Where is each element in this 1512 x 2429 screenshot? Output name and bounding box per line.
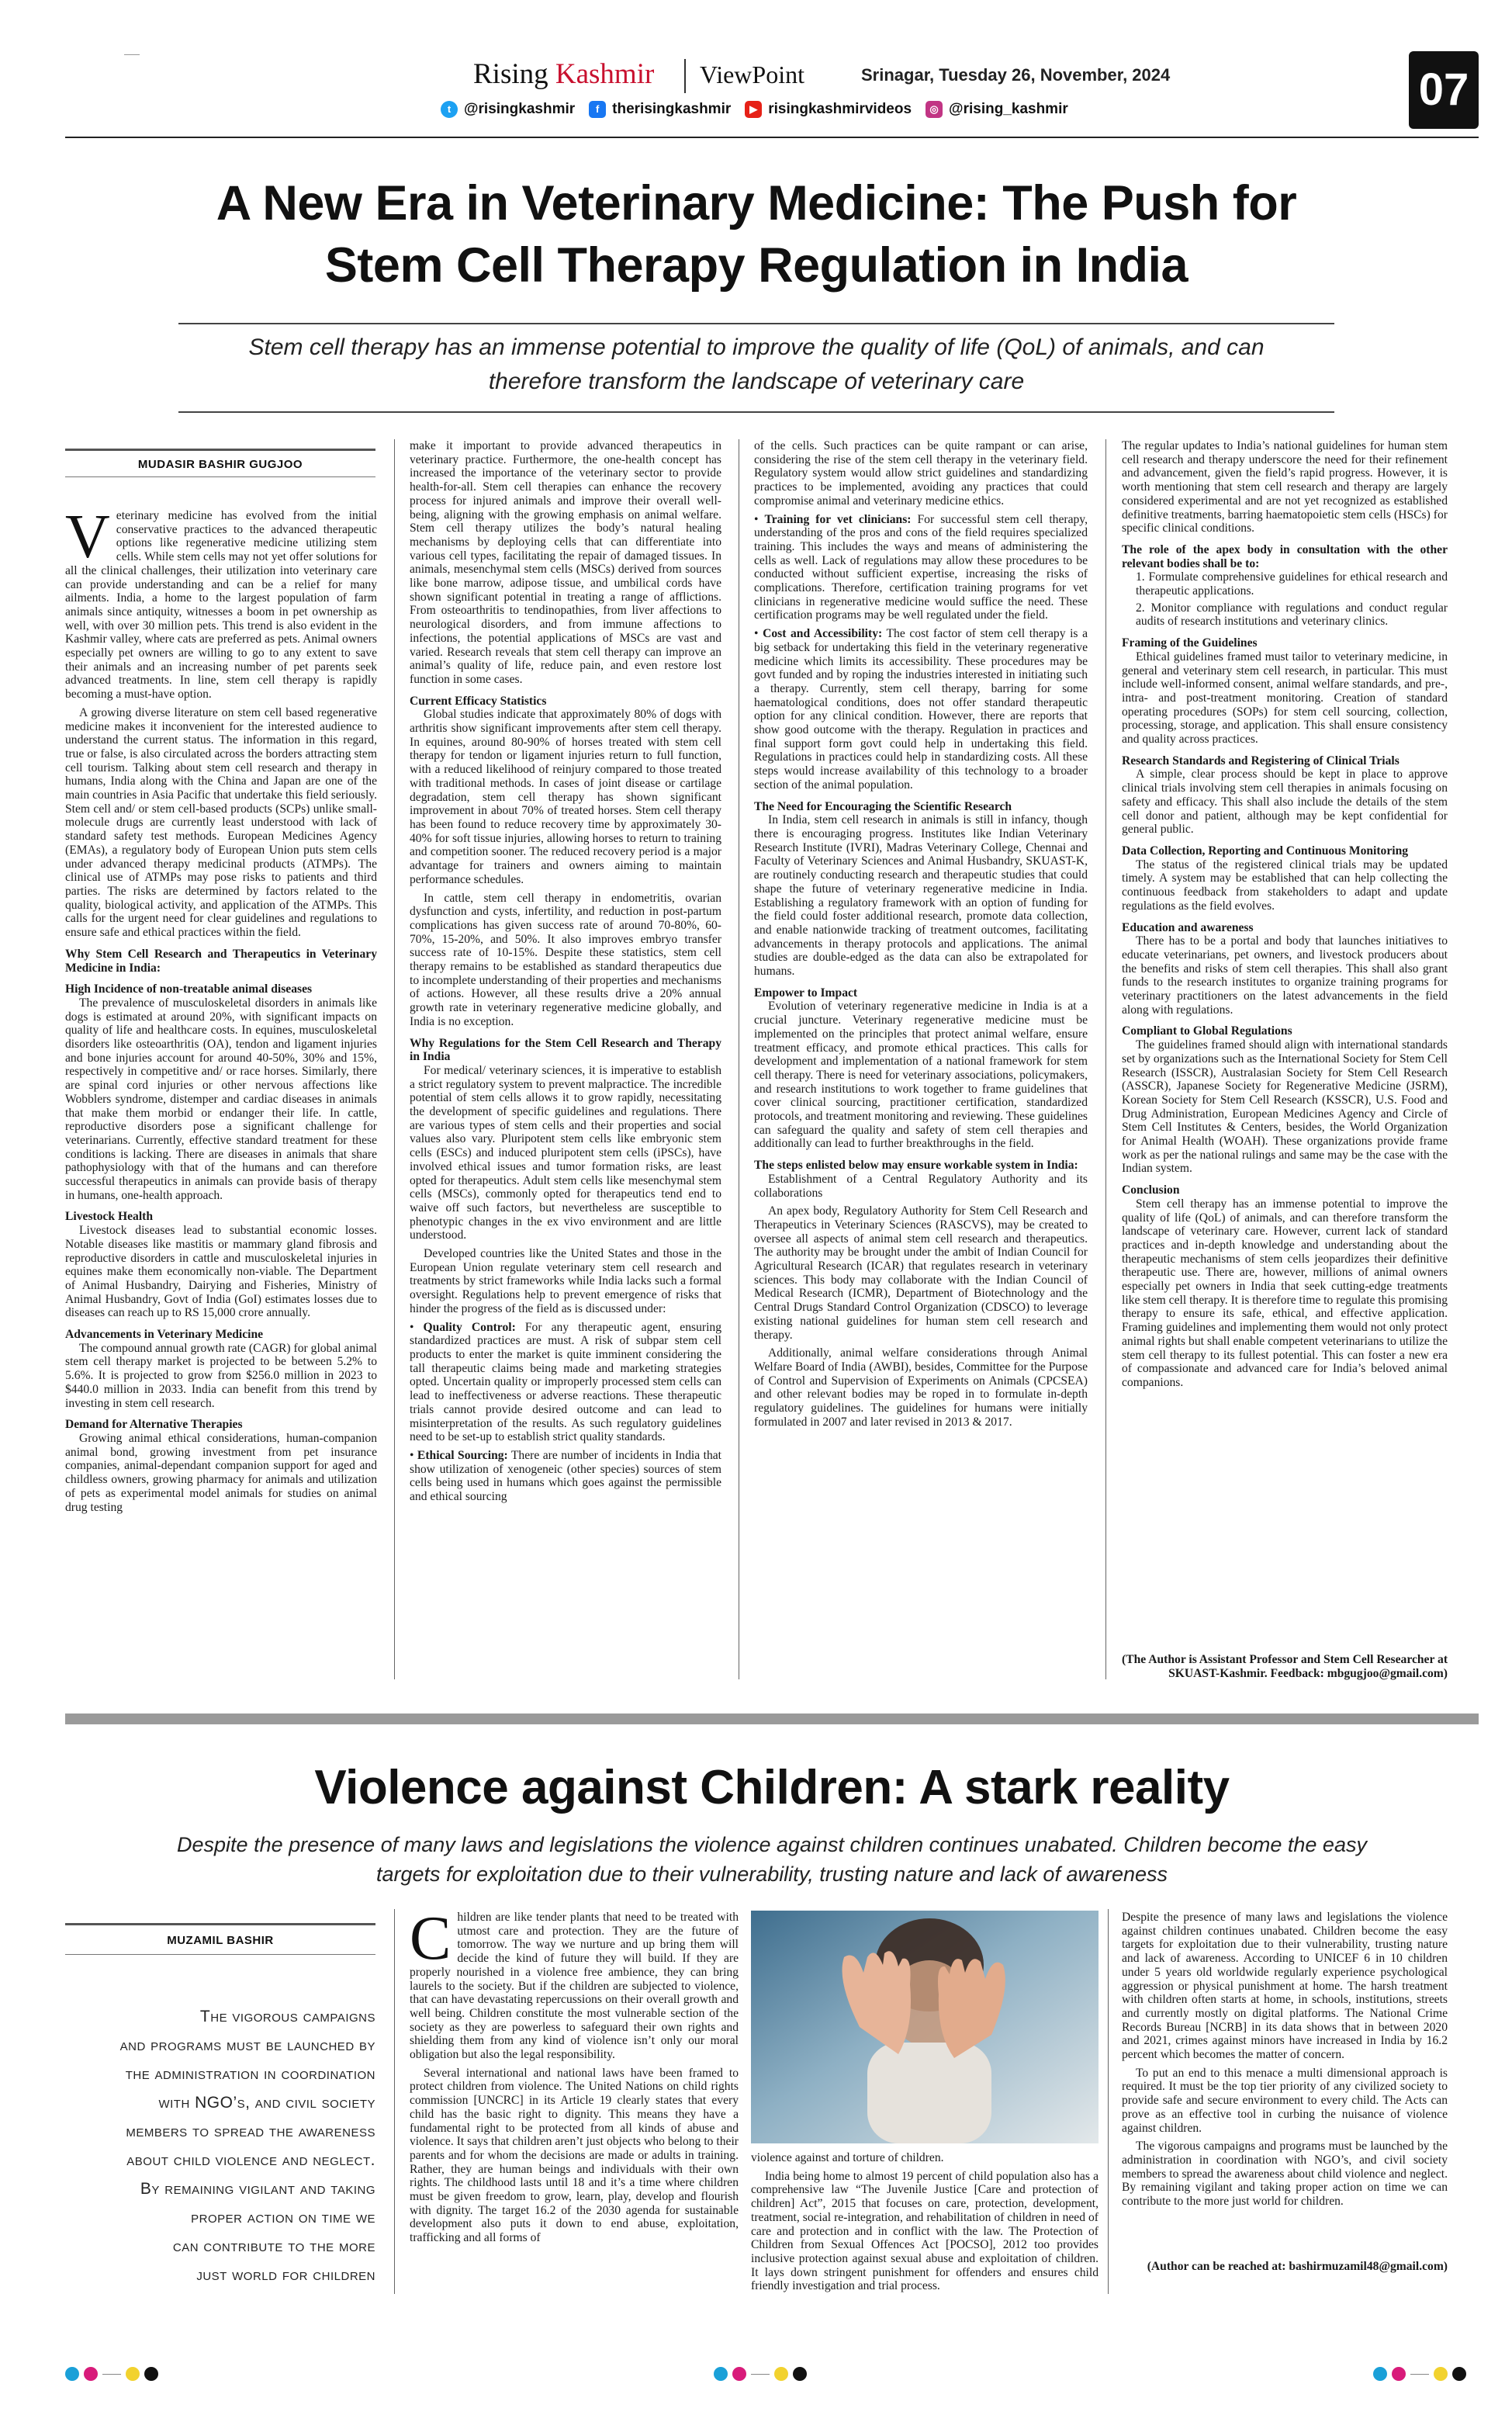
paragraph: Ethical guidelines framed must tailor to veterinary medicine, in general and veterinary stem cell research, in particular. This must include well-informed consent, animal welfare standards, and pre-, intra- and post-treatment monitoring. Creation of standard operating procedures (SOPs) for stem cell sourcing, collection, processing, storage, and application. This shall ensure consistency and quality across practices. <box>1122 650 1448 747</box>
pull-quote-line: and programs must be launched by <box>119 2036 375 2054</box>
column-separator <box>1108 1909 1109 2294</box>
article2-column-3 <box>1122 1911 1448 2252</box>
subheading: Education and awareness <box>1122 920 1254 934</box>
paragraph: For medical/ veterinary sciences, it is imperative to establish a strict regulatory system to prevent malpractice. The incredible potential of stem cells allows it to grow rapidly, necessitating the development of specific guidelines and regulations. There are various types of stem cells and their properties and social values also vary. Pluripotent stem cells like embryonic stem cells (ESCs) and induced pluripotent stem cells (iPSCs), have involved ethical issues and tumor formation risks, are least opted for therapeutics. Adult stem cells like mesenchymal stem cells (MSCs), commonly opted for therapeutics tend end to waive off such factors, but nevertheless are susceptible to phenotypic changes in the ex vivo environment and are little understood. <box>410 1063 721 1242</box>
paragraph: Several international and national laws have been framed to protect children from violence. The United Nations on child rights commission [UNCRC] in its Article 19 clearly states that every child has the basic right to dignity. This means they have a fundamental right to be protected from all kinds of abuse and violence. It says that children aren’t just objects who belong to their parents and for whom the decisions are made or adults in training. Rather, they are human beings and individuals with their own rights. The childhood lasts until 18 and it’s a time where children must be given freedom to grow, learn, play, develop and flourish with dignity. The target 16.2 of the 2030 agenda for sustainable development also puts it down to end abuse, exploitation, trafficking and all forms of <box>410 2066 739 2245</box>
drop-cap: C <box>410 1911 452 1973</box>
pull-quote-line: about child violence and neglect. <box>126 2151 375 2169</box>
column-separator <box>394 1909 395 2294</box>
social-youtube: ▶ risingkashmirvideos <box>745 101 912 118</box>
bullet-paragraph <box>410 1449 721 1504</box>
yellow-mark <box>126 2367 140 2381</box>
pull-quote-line: with NGO’s, and civil society <box>158 2094 375 2112</box>
subheading: Framing of the Guidelines <box>1122 636 1258 650</box>
paragraph: Livestock diseases lead to substantial economic losses. Notable diseases like mastitis or mammary gland fibrosis and reproductive disorders in cattle and musculoskeletal injuries in equines make them economically non-viable. The Department of Animal Husbandry, Dairying and Fisheries, Ministry of Animal Husbandry, Govt of India (GoI) estimates losses due to diseases can reach up to RS 15,000 crore annually. <box>65 1224 377 1320</box>
section-divider-bar <box>65 1713 1479 1724</box>
bullet-icon: • <box>754 512 765 526</box>
print-registration-marks-left <box>65 2367 158 2381</box>
pull-quote-line: just world for children <box>196 2266 375 2284</box>
cyan-mark <box>1373 2367 1387 2381</box>
subheading: Compliant to Global Regulations <box>1122 1024 1292 1038</box>
paragraph: Despite the presence of many laws and legislations the violence against children continues unabated. Children become the easy targets for exploitation due to their vulnerability, trusting nature and lack of awareness. According to UNICEF 6 in 10 children under 5 years old worldwide regularly experience psychological aggression or physical punishment at home. The harsh treatment with children often starts at home, in schools, institutions, streets and currently mostly on digital platforms. The National Crime Records Bureau [NCRB] in its data shows that in between 2020 and 2021, crimes against minors have increased in India by 16.2 percent which becomes the matter of concern. <box>1122 1911 1448 2062</box>
magenta-mark <box>732 2367 746 2381</box>
paragraph: Global studies indicate that approximately 80% of dogs with arthritis show significant improvements after stem cell therapy. In equines, around 80-90% of horses treated with stem cell therapy for tendon or ligament injuries return to full function, with a reduced likelihood of reinjury compared to those treated with traditional methods. In cases of joint disease or cartilage degradation, stem cell therapy has shown significant improvement in about 70% of treated horses. Stem cell therapy has been found to reduce recovery time by approximately 30-40% for soft tissue injuries, allowing horses to return to training and competition sooner. The reduced recovery period is a major advantage for trainers and owners aiming to maintain performance schedules. <box>410 708 721 886</box>
print-registration-marks-center <box>714 2367 807 2381</box>
bullet-icon: • <box>754 627 763 641</box>
crop-line <box>1410 2374 1429 2375</box>
cyan-mark <box>714 2367 728 2381</box>
subheading: The role of the apex body in consultation with the other relevant bodies shall be to: <box>1122 542 1448 570</box>
article-photo-child-hands <box>751 1911 1099 2143</box>
byline-rule <box>65 449 375 451</box>
pull-quote-line: The vigorous campaigns <box>199 2008 375 2025</box>
paragraph: A simple, clear process should be kept in place to approve clinical trials involving stem cell therapies in animals focusing on safety and efficacy. This shall also include the details of the stem cell donor and patient, although may be kept confidential for general public. <box>1122 768 1448 837</box>
byline-rule-bottom <box>65 476 375 477</box>
bullet-label: Cost and Accessibility: <box>763 627 883 641</box>
paragraph: There has to be a portal and body that launches initiatives to educate veterinarians, pet owners, and livestock producers about the benefits and risks of stem cell therapies. This shall also grant funds to the research institutes to organize training programs for veterinary practitioners on the latest advancements in the field along with regulations. <box>1122 934 1448 1017</box>
subheading: Advancements in Veterinary Medicine <box>65 1328 264 1342</box>
numbered-item: 1. Formulate comprehensive guidelines for ethical research and therapeutic applications. <box>1136 570 1448 598</box>
instagram-icon: ◎ <box>926 101 943 118</box>
crop-mark-top <box>124 54 140 55</box>
section-name: ViewPoint <box>700 61 804 88</box>
paragraph-text: hildren are like tender plants that need to be treated with utmost care and protection. They are the future of tomorrow. The way we nurture and up bring them will decide the kind of future they will build. If they are properly nourished in a violence free ambience, they can bring laurels to the society. But if the children are subjected to violence, that can have devastating repercussions on their overall growth and well being. Children constitute the most vulnerable section of the society as they are powerless to safeguard their own rights and shielding them from any kind of violence isn’t only our moral obligation but also the legal responsibility. <box>410 1911 739 2062</box>
print-registration-marks-right <box>1373 2367 1466 2381</box>
subheading: Why Regulations for the Stem Cell Research and Therapy in India <box>410 1036 721 1064</box>
article2-column-2 <box>751 2151 1099 2294</box>
subheading: Demand for Alternative Therapies <box>65 1418 243 1432</box>
paragraph: An apex body, Regulatory Authority for Stem Cell Research and Therapeutics in Veterinary Sciences (RASCVS), may be created to oversee all aspects of animal stem cell research and therapeutics. The authority may be brought under the ambit of Indian Council for Agricultural Research (ICAR) that regulates research in veterinary sciences. This body may collaborate with the Indian Council of Medical Research (ICMR), Department of Biotechnology and the Central Drugs Standard Control Organization (CDSCO) to leverage existing national guidelines for human stem cell research and therapy. <box>754 1204 1088 1342</box>
drop-cap: V <box>65 509 110 571</box>
byline2-rule <box>65 1923 375 1925</box>
paragraph: The vigorous campaigns and programs must be launched by the administration in coordination with NGO’s, and civil society members to spread the awareness about child violence and neglect. By remaining vigilant and taking proper action on time we can contribute to the more just world for children. <box>1122 2140 1448 2209</box>
paragraph: violence against and torture of children. <box>751 2151 944 2164</box>
key-mark <box>793 2367 807 2381</box>
paragraph: Additionally, animal welfare considerations through Animal Welfare Board of India (AWBI), besides, Committee for the Purpose of Control and Supervision of Experiments on Animals (CPCSEA) and other relevant bodies may be roped in to formulate in-depth regulatory guidelines. The guidelines for humans were initially formulated in 2007 and later revised in 2013 & 2017. <box>754 1346 1088 1429</box>
dateline: Srinagar, Tuesday 26, November, 2024 <box>861 65 1171 85</box>
numbered-item: 2. Monitor compliance with regulations and conduct regular audits of research institutions and veterinary clinics. <box>1136 601 1448 629</box>
pull-quote-line: the administration in coordination <box>125 2065 375 2083</box>
paragraph: To put an end to this menace a multi dimensional approach is required. It must be the top tier priority of any civilized society to provide safe and secure environment to every child. The Acts can prove as an effective tool in curbing the nuisance of violence against children. <box>1122 2066 1448 2135</box>
brand-left: Rising <box>473 58 548 90</box>
masthead-divider <box>684 59 686 93</box>
paragraph: A growing diverse literature on stem cell based regenerative medicine makes it inconvenient for the interested audience to understand the current status. The information in this regard, true or false, is also circulated across the borders attracting stem cell tourism. Talking about stem cell research and therapy in humans, India along with the China and Japan are one of the main countries in Asia Pacific that undertake this field seriously. Stem cell and/ or stem cell-based products (SCPs) unlike small-molecule drugs are currently least understood with lack of standard safety test methods. European Medicines Agency (EMAs), a regulatory body of European Union puts stem cells under advanced therapy medicinal products (ATMPs). The clinical use of ATMPs may pose risks to patients and third parties. The risks are determined by factors related to the quality, biological activity, and application of the ATMPs. This calls for the urgent need for clear guidelines and regulations to ensure safe and ethical practices within the field. <box>65 705 377 940</box>
article1-column-4 <box>1122 439 1448 1650</box>
article1-author-credit: (The Author is Assistant Professor and Stem Cell Researcher at SKUAST-Kashmir. Feedback: mbgugjoo@gmail.com) <box>1122 1653 1448 1680</box>
page-number: 07 <box>1409 51 1479 129</box>
subheading: Research Standards and Registering of Clinical Trials <box>1122 754 1400 768</box>
paragraph <box>410 1911 739 2062</box>
bullet-label: Quality Control: <box>423 1320 516 1334</box>
social-instagram: ◎ @rising_kashmir <box>926 101 1068 118</box>
paragraph: Growing animal ethical considerations, human-companion animal bond, growing investment from pet insurance companies, animal-dependant companion support for aged and childless owners, growing pharmacy for animals and utilization of pets as experimental model animals for studies on animal drug testing <box>65 1432 377 1514</box>
subheading: Conclusion <box>1122 1183 1180 1197</box>
article1-deck: Stem cell therapy has an immense potential to improve the quality of life (QoL) of animals, and can therefore transform the landscape of veterinary care <box>248 334 1265 394</box>
key-mark <box>1452 2367 1466 2381</box>
pull-quote-line: can contribute to the more <box>172 2237 375 2255</box>
crop-line <box>751 2374 770 2375</box>
twitter-icon: t <box>441 101 458 118</box>
bullet-text: There are number of incidents in India that show utilization of xenogeneic (other species) sources of stem cells being used in humans which goes against the permissible and ethical sourcing <box>410 1448 721 1504</box>
masthead-rule <box>65 137 1479 138</box>
bullet-label: Ethical Sourcing: <box>417 1448 508 1462</box>
brand-right: Kashmir <box>555 58 655 90</box>
byline2-rule-bottom <box>65 1954 375 1955</box>
social-facebook: f therisingkashmir <box>589 101 731 118</box>
bullet-paragraph <box>754 627 1088 792</box>
subheading: Current Efficacy Statistics <box>410 694 547 708</box>
subheading: Data Collection, Reporting and Continuous Monitoring <box>1122 844 1409 858</box>
article1-headline: A New Era in Veterinary Medicine: The Push for Stem Cell Therapy Regulation in India <box>216 176 1297 293</box>
paragraph: of the cells. Such practices can be quite rampant or can arise, considering the rise of the stem cell therapy in the veterinary field. Regulatory system would allow strict guidelines and standardizing practices to be implemented, avoiding any practices that could compromise animal and veterinary medicine ethics. <box>754 439 1088 508</box>
subheading: The Need for Encouraging the Scientific Research <box>754 799 1012 813</box>
pull-quote <box>65 2002 375 2289</box>
article2-headline: Violence against Children: A stark reality <box>314 1761 1230 1814</box>
column-separator <box>1105 439 1106 1679</box>
paragraph: In India, stem cell research in animals is still in infancy, though there is encouraging progress. Institutes like Indian Veterinary Research Institute (IVRI), Madras Veterinary College, Chennai and Faculty of Veterinary Sciences and Animal Husbandry, SKUAST-K, are routinely conducting research and therapeutic studies that could shape the future of veterinary regenerative medicine in India. Establishing a regulatory framework with an option of funding for the field could foster additional research, promote data collection, and enable nationwide tracking of treatment outcomes, facilitating advancements in therapy protocols and applications. The animal studies are double-edged as the data can also be extrapolated for humans. <box>754 813 1088 979</box>
bullet-label: Training for vet clinicians: <box>764 512 912 526</box>
paragraph: In cattle, stem cell therapy in endometritis, ovarian dysfunction and cysts, infertility, and reduction in post-partum complications has given success rate of around 70-80%, 60-70%, 15-20%, and 50%. It also improves embryo transfer success rate of 10-15%. Despite these statistics, stem cell therapy remains to be established as standard therapeutics due to incomplete understanding of their properties and mechanisms of actions. However, all these results drive a 20% annual growth rate in veterinary regenerative medicine globally, and India is no exception. <box>410 891 721 1028</box>
paragraph: Developed countries like the United States and those in the European Union regulate veterinary stem cell research and treatments by strict frameworks while India lacks such a formal oversight. Regulations help to prevent emergence of risks that hinder the progress of the field as is discussed under: <box>410 1247 721 1315</box>
article2-deck: Despite the presence of many laws and legislations the violence against children continues unabated. Children become the easy targets for exploitation due to their vulnerability, trusting nature and lack of awareness <box>177 1833 1367 1886</box>
yellow-mark <box>774 2367 788 2381</box>
bullet-text: For any therapeutic agent, ensuring standardized practices are must. A risk of subpar stem cell products to enter the market is quite imminent considering the tall therapeutic claims being made and marketing strategies opted. Uncertain quality or improperly processed stem cells can lead to ineffectiveness or adverse reactions. These therapeutic trials cannot provide desired outcome and can lead to misinterpretation of the results. As such regulatory guidelines need to be set-up to establish strict quality standards. <box>410 1320 721 1444</box>
youtube-icon: ▶ <box>745 101 762 118</box>
paragraph-text: eterinary medicine has evolved from the initial conservative practices to the advanced therapeutic options like regenerative medicine utilizing stem cells. While stem cells may not yet offer solutions for all the clinical challenges, their utilization into veterinary care can provide understanding and can be a relief for many ailments. India, a home to the largest population of farm animals since antiquity, witnesses a boom in pet ownership as well, with over 30 million pets. This trend is also evident in the Kashmir valley, where cats are preferred as pets. Animal owners especially pet owners are willing to go to any extent to save their animals and an increasing number of pet parents seek advanced treatments. In line, stem cell therapy is rapidly becoming a must-have option. <box>65 509 377 702</box>
bullet-icon: • <box>410 1448 417 1462</box>
paragraph: The prevalence of musculoskeletal disorders in animals like dogs is estimated at around 20%, with significant impacts on quality of life and healthcare costs. In equines, musculoskeletal disorders like osteoarthritis (OA), tendon and ligament injuries and bone injuries account for around 40-50%, 30% and 15%, respectively in competitive and/ or race horses. Similarly, there are spinal cord injuries or other nervous affections like Wobblers syndrome, distemper and cardiac diseases in animals that make them morbid or endanger their life. In cattle, reproductive disorders pose a significant challenge for veterinarians. Currently, effective standard treatment for these conditions is lacking. There are diseases in animals that share pathophysiology with that of the humans and can therefore successful therapeutics in animals can provide basis of therapy in humans, one-health approach. <box>65 996 377 1202</box>
pull-quote-line: By remaining vigilant and taking <box>140 2180 375 2198</box>
key-mark <box>144 2367 158 2381</box>
article2-byline: MUZAMIL BASHIR <box>167 1934 274 1947</box>
brand-logo <box>473 57 654 91</box>
pull-quote-line: proper action on time we <box>191 2209 375 2226</box>
paragraph: India being home to almost 19 percent of child population also has a comprehensive law “The Juvenile Justice [Care and protection of children] Act”, 2015 that focuses on care, protection, development, treatment, social re-integration, and rehabilitation of children in need of care and protection and in conflict with the law. The Protection of Children from Sexual Offences Act [POCSO], 2012 too provides inclusive protection against sexual abuse and exploitation of children. It lays down stringent punishment for offenders and ensures child friendly investigation and trial process. <box>751 2169 1099 2293</box>
paragraph: Evolution of veterinary regenerative medicine in India is at a crucial juncture. Veterinary regenerative medicine must be implemented on the principles that protect animal welfare, ensure treatment efficacy, and promote ethical practices. This calls for development and implementation of a national framework for stem cell therapy. There is need for veterinary associations, policymakers, and research institutions to work together to frame guidelines that cover clinical sourcing, practitioner certification, standardized protocols, and treatment monitoring and reviewing. These guidelines can safeguard the quality and safety of stem cell therapies and additionally can lead to further breakthroughs in the field. <box>754 1000 1088 1151</box>
paragraph: make it important to provide advanced therapeutics in veterinary practice. Furthermore, the one-health concept has increased the importance of the veterinary sector to provide health-for-all. Stem cell therapies can enhance the recovery process for injured animals and improve their overall well-being, aligning with the growing emphasis on animal welfare. Stem cell therapy utilizes the body’s natural healing mechanisms by deploying cells that can differentiate into various cell types, facilitating the repair of damaged tissues. In animals, mesenchymal stem cells (MSCs) derived from sources like bone marrow, adipose tissue, and umbilical cords have shown significant potential in treating a range of afflictions. From osteoarthritis to tendinopathies, from liver affections to neurological disorders, and from immune affections to infections, the potential applications of MSCs are vast and varied. Research reveals that stem cell therapy can improve an animal’s quality of life, reduce pain, and even restore lost function in some cases. <box>410 439 721 686</box>
paragraph: Stem cell therapy has an immense potential to improve the quality of life (QoL) of animals, and can therefore transform the landscape of veterinary care. However, current lack of standard practices and in-depth knowledge and understanding about the therapeutic mechanisms of stem cells jeopardizes their definitive therapeutic use. There are, however, millions of animal owners especially pet owners in India that seek cutting-edge treatments like stem cell therapy. It is therefore time to regulate this promising therapy to ensure its safe, ethical, and effective application. Framing guidelines and implementing them would not only protect animal rights but shall enable competent veterinarians to utilize the stem cell therapy to its fullest potential. This can foster a new era of compassionate and advanced care for India’s beloved animal companions. <box>1122 1197 1448 1389</box>
article2-column-1 <box>410 1911 739 2294</box>
deck-rule-bottom <box>178 411 1334 413</box>
article1-column-1 <box>65 509 377 1677</box>
magenta-mark <box>1392 2367 1406 2381</box>
paragraph: Establishment of a Central Regulatory Authority and its collaborations <box>754 1172 1088 1200</box>
paragraph: The status of the registered clinical trials may be updated timely. A system may be established that can help collecting the continuous feedback from stakeholders to adapt and update regulations as the field evolves. <box>1122 858 1448 913</box>
paragraph: The guidelines framed should align with international standards set by organizations such as the International Society for Stem Cell Research (ISSCR), Australasian Society for Stem Cell Research (ASSCR), Japanese Society for Regenerative Medicine (JSRM), Korean Society for Stem Cell Research (KSSCR), U.S. Food and Drug Administration, European Medicines Agency and Circle of Stem Cell Institutes & Centers, besides, the World Organization for Animal Health (WOAH). These organizations provide frame work as per the national rulings and same may be the case with the Indian system. <box>1122 1038 1448 1176</box>
magenta-mark <box>84 2367 98 2381</box>
paragraph <box>65 509 377 702</box>
bullet-text: For successful stem cell therapy, understanding of the pros and cons of the field requires specialized training. This includes the ways and means of administering the cells as well. Lack of regulations may allow these procedures to be conducted without sufficient expertise, increasing the risks of complications. Therefore, certification training programs for vet clinicians in regenerative medicine would suffice the need. These certification programs may be well regulated under the field. <box>754 512 1088 622</box>
article1-column-2 <box>410 439 721 1679</box>
subheading: Why Stem Cell Research and Therapeutics in Veterinary Medicine in India: <box>65 947 377 975</box>
bullet-paragraph <box>754 513 1088 623</box>
facebook-icon: f <box>589 101 606 118</box>
yellow-mark <box>1434 2367 1448 2381</box>
crop-line <box>102 2374 121 2375</box>
article1-byline: MUDASIR BASHIR GUGJOO <box>137 458 303 471</box>
article1-column-3 <box>754 439 1088 1679</box>
bullet-icon: • <box>410 1320 424 1334</box>
bullet-text: The cost factor of stem cell therapy is a big setback for undertaking this field in the veterinary regenerative medicine which limits its accessibility. These procedures may be govt funded and by roping the industries interested in initiating such a therapy. Currently, stem cell therapy, barring for some haematological conditions, does not offer standard therapeutic option for any clinical condition. However, there are reports that show good outcome with the therapy. Regulation in practices and final support form govt could help in undertaking this field. Regulations in practices could help in standardizing costs. All these steps would increase availability of this technology to a broader section of the animal population. <box>754 627 1088 792</box>
article2-author-credit: (Author can be reached at: bashirmuzamil48@gmail.com) <box>1147 2260 1448 2273</box>
photo-illustration <box>751 1911 1099 2143</box>
cyan-mark <box>65 2367 79 2381</box>
social-twitter: t @risingkashmir <box>441 101 575 118</box>
column-separator <box>394 439 395 1679</box>
paragraph: The regular updates to India’s national guidelines for human stem cell research and therapy underscore the need for their refinement and advancement, given the field’s rapid progress. However, it is worth mentioning that stem cell research and therapy are largely considered experimental and are not yet recognized as established definitive treatments, barring haematopoietic stem cells (HSCs) for specific clinical conditions. <box>1122 439 1448 535</box>
pull-quote-line: members to spread the awareness <box>126 2122 375 2140</box>
bullet-paragraph <box>410 1321 721 1444</box>
paragraph: The compound annual growth rate (CAGR) for global animal stem cell therapy market is projected to be between 5.2% to 5.6%. It is projected to grow from $256.0 million in 2023 to $440.0 million in 2033. India can benefit from this trend by investing in stem cell research. <box>65 1341 377 1410</box>
social-handles <box>441 101 1068 118</box>
subheading: Empower to Impact <box>754 986 858 1000</box>
subheading: Livestock Health <box>65 1210 154 1224</box>
subheading: The steps enlisted below may ensure workable system in India: <box>754 1159 1078 1173</box>
subheading: High Incidence of non-treatable animal diseases <box>65 982 313 996</box>
deck-rule-top <box>178 323 1334 324</box>
